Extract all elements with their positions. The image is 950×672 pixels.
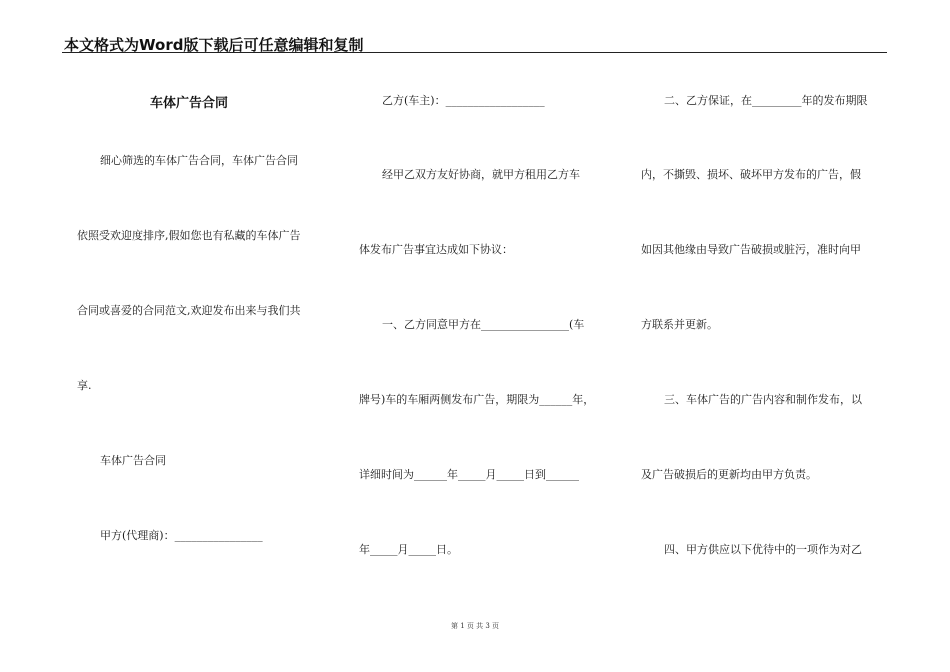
paragraph-line: 四、甲方供应以下优待中的一项作为对乙 [664, 543, 862, 556]
paragraph-line: 及广告破损后的更新均由甲方负责。 [641, 468, 817, 481]
document-title: 车体广告合同 [150, 96, 229, 111]
page-number: 第 1 页 共 3 页 [450, 622, 500, 630]
header-divider [62, 52, 887, 53]
paragraph-line: 牌号)车的车厢两侧发布广告，期限为______年， [359, 393, 595, 406]
paragraph-line: 享. [77, 379, 92, 392]
paragraph-line: 如因其他缘由导致广告破损或脏污，准时向甲 [641, 243, 861, 256]
paragraph-line: 方联系并更新。 [641, 318, 718, 331]
page-header-title: 本文格式为Word版下载后可任意编辑和复制 [64, 36, 364, 54]
section-heading: 车体广告合同 [100, 454, 166, 467]
paragraph-line: 细心筛选的车体广告合同，车体广告合同 [100, 154, 298, 167]
paragraph-line: 二、乙方保证，在_________年的发布期限 [664, 94, 868, 107]
paragraph-line: 年_____月_____日。 [359, 543, 458, 556]
paragraph-line: 乙方(车主)：__________________ [382, 94, 545, 107]
paragraph-line: 合同或喜爱的合同范文,欢迎发布出来与我们共 [77, 304, 301, 317]
paragraph-line: 体发布广告事宜达成如下协议： [359, 243, 513, 256]
paragraph-line: 经甲乙双方友好协商，就甲方租用乙方车 [382, 168, 580, 181]
paragraph-line: 一、乙方同意甲方在________________(车 [382, 318, 585, 331]
paragraph-line: 依照受欢迎度排序,假如您也有私藏的车体广告 [77, 229, 301, 242]
paragraph-line: 内，不撕毁、损坏、破坏甲方发布的广告，假 [641, 168, 861, 181]
paragraph-line: 三、车体广告的广告内容和制作发布，以 [664, 393, 862, 406]
paragraph-line: 详细时间为______年_____月_____日到______ [359, 468, 579, 481]
paragraph-line: 甲方(代理商)：________________ [100, 529, 263, 542]
